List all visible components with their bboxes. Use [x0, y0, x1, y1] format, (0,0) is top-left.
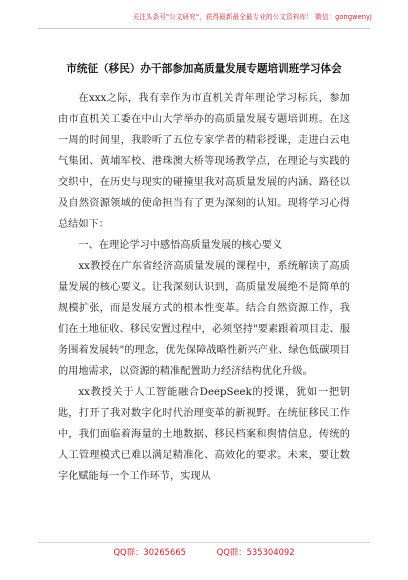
paragraph-ai: xx教授关于人工智能融合DeepSeek的授课，犹如一把钥匙，打开了我对数字化时代治理变革的新视野。在统征移民工作中，我们面临着海量的土地数据、移民档案和舆情信息，传统的人工管理模式已难以满足精准化、高效化的要求。未来，要让数字化赋能每一个工作环节，实现从 [58, 387, 350, 482]
page-header-promo: 关注头条号"公文研究"，获得最新最全最专业的公文资料库！ 微信：gongwenyj [132, 13, 372, 21]
footer-qq-group-1: QQ群：30265665 [113, 547, 186, 557]
footer-qq-group-2: QQ群：535304092 [216, 547, 295, 557]
footer-divider [38, 542, 370, 543]
page-footer [0, 546, 408, 558]
header-divider [38, 28, 370, 29]
section-heading-1: 一、在理论学习中感悟高质量发展的核心要义 [78, 240, 283, 251]
paragraph-section-1: xx教授在广东省经济高质量发展的课程中，系统解读了高质量发展的核心要义。让我深刻认识到，高质量发展绝不是简单的规模扩张，而是发展方式的根本性变革。结合自然资源工作，我们在土地征收、移民安置过程中，必须坚持"要素跟着项目走、服务围着发展转"的理念，优先保障战略性新兴产业、绿色低碳项目的用地需求，以资源的精准配置助力经济结构优化升级。 [58, 261, 350, 377]
paragraph-intro: 在xxx之际，我有幸作为市直机关青年理论学习标兵，参加由市直机关工委在中山大学举办的高质量发展专题培训班。在这一周的时间里，我聆听了五位专家学者的精彩授课，走进白云电气集团、黄埔军校、港珠澳大桥等现场教学点，在理论与实践的交织中，在历史与现实的碰撞里我对高质量发展的内涵、路径以及自然资源领域的使命担当有了更为深刻的认知。现将学习心得总结如下： [58, 93, 350, 230]
document-title: 市统征（移民）办干部参加高质量发展专题培训班学习体会 [66, 63, 342, 75]
document-body [58, 58, 350, 487]
